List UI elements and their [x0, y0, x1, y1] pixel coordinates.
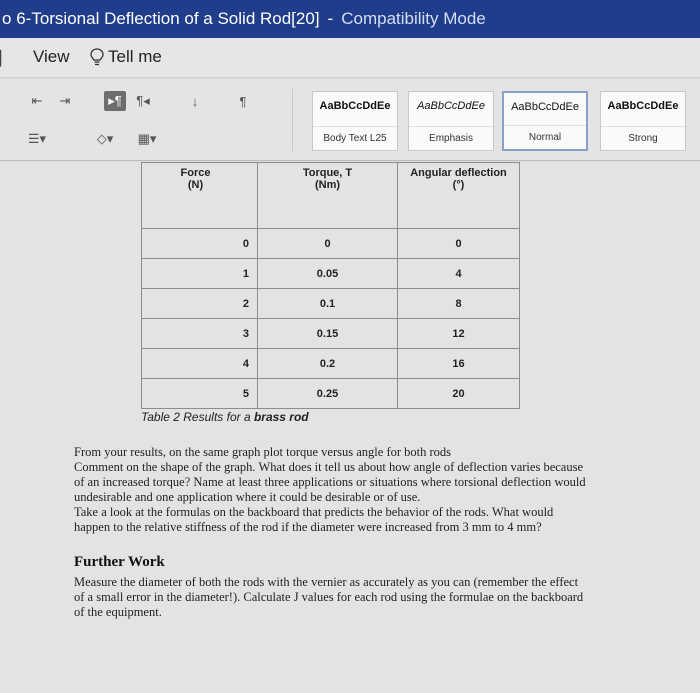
angle-cell: 20: [398, 379, 520, 409]
further-work-paragraph: [74, 575, 654, 620]
torque-cell: 0.1: [258, 289, 398, 319]
torque-cell: 0.25: [258, 379, 398, 409]
style-emphasis[interactable]: [408, 91, 494, 151]
angle-cell: 8: [398, 289, 520, 319]
table-row: [142, 289, 520, 319]
paragraph-line: of a small error in the diameter!). Calculate J values for each rod using the formulae on the backboard: [74, 590, 584, 604]
style-body-text-l25[interactable]: [312, 91, 398, 151]
title-separator: -: [327, 9, 334, 28]
table-header-row: [142, 163, 520, 229]
style-sample: AaBbCcDdEe: [511, 101, 579, 113]
paragraph-line: From your results, on the same graph plot torque versus angle for both rods: [74, 445, 452, 459]
style-label: Emphasis: [409, 126, 493, 150]
paragraph-line: undesirable and one application where it could be desirable or of use.: [74, 490, 421, 504]
force-cell: 1: [142, 259, 258, 289]
compatibility-mode-label: Compatibility Mode: [341, 9, 486, 28]
style-label: Normal: [504, 125, 586, 149]
title-bar: [0, 0, 700, 38]
lightbulb-icon: [90, 48, 104, 66]
angle-cell: 0: [398, 229, 520, 259]
header-unit: (Nm): [314, 179, 341, 191]
tell-me-label: Tell me: [108, 47, 162, 66]
style-strong[interactable]: [600, 91, 686, 151]
style-sample: AaBbCcDdEe: [319, 100, 391, 112]
document-page[interactable]: [0, 162, 700, 693]
header-unit: (°): [452, 179, 465, 191]
table-caption: [141, 410, 309, 424]
angle-cell: 16: [398, 349, 520, 379]
title-prefix: o: [2, 9, 12, 28]
document-title: 6-Torsional Deflection of a Solid Rod[20]: [16, 9, 320, 28]
table-row: [142, 379, 520, 409]
paragraph-line: happen to the relative stiffness of the rod if the diameter were increased from 3 mm to 4 mm?: [74, 520, 542, 534]
angle-cell: 4: [398, 259, 520, 289]
table-row: [142, 319, 520, 349]
paragraph-line: of an increased torque? Name at least three applications or situations where torsional deflection would: [74, 475, 586, 489]
caption-bold: brass rod: [253, 410, 309, 424]
shading-icon[interactable]: ◇▾: [96, 131, 114, 146]
line-spacing-icon[interactable]: ☰▾: [27, 131, 47, 146]
instructions-paragraph: [74, 445, 654, 535]
torque-cell: 0: [258, 229, 398, 259]
header-name: Force: [180, 167, 211, 179]
force-cell: 4: [142, 349, 258, 379]
results-table: [141, 162, 520, 409]
style-sample: AaBbCcDdEe: [417, 100, 485, 112]
style-sample: AaBbCcDdEe: [607, 100, 679, 112]
torque-cell: 0.2: [258, 349, 398, 379]
table-row: [142, 259, 520, 289]
menu-overflow-icon[interactable]: ▏: [0, 50, 11, 66]
style-label: Strong: [601, 126, 685, 150]
paragraph-line: Take a look at the formulas on the backboard that predicts the behavior of the rods. What would: [74, 505, 554, 519]
tell-me-search[interactable]: [90, 47, 162, 67]
increase-indent-icon[interactable]: ⇥: [59, 93, 71, 108]
paragraph-line: Measure the diameter of both the rods with the vernier as accurately as you can (remember the effect: [74, 575, 579, 589]
sort-icon[interactable]: ↓: [191, 93, 199, 109]
style-label: Body Text L25: [313, 126, 397, 150]
decrease-indent-icon[interactable]: ⇤: [31, 93, 43, 108]
caption-prefix: Table 2 Results for a: [141, 410, 254, 424]
header-torque: [258, 163, 398, 229]
torque-cell: 0.15: [258, 319, 398, 349]
paragraph-line: of the equipment.: [74, 605, 162, 619]
rtl-paragraph-icon[interactable]: ¶◂: [136, 93, 150, 108]
menu-view[interactable]: View: [33, 47, 70, 66]
header-angular-deflection: [398, 163, 520, 229]
table-row: [142, 349, 520, 379]
ribbon-divider: [292, 89, 293, 151]
force-cell: 5: [142, 379, 258, 409]
menu-bar: [0, 38, 700, 78]
header-name: Angular deflection: [410, 167, 507, 179]
header-unit: (N): [187, 179, 204, 191]
paragraph-line: Comment on the shape of the graph. What does it tell us about how angle of deflection varies because: [74, 460, 583, 474]
table-row: [142, 229, 520, 259]
header-name: Torque, T: [302, 167, 353, 179]
torque-cell: 0.05: [258, 259, 398, 289]
force-cell: 3: [142, 319, 258, 349]
force-cell: 0: [142, 229, 258, 259]
borders-icon[interactable]: ▦▾: [137, 131, 157, 146]
style-normal[interactable]: [502, 91, 588, 151]
further-work-heading: Further Work: [74, 554, 165, 570]
angle-cell: 12: [398, 319, 520, 349]
force-cell: 2: [142, 289, 258, 319]
show-formatting-icon[interactable]: ¶: [239, 93, 247, 109]
ltr-paragraph-icon[interactable]: ▸¶: [104, 91, 126, 111]
header-force: [142, 163, 258, 229]
home-ribbon: [0, 79, 700, 161]
